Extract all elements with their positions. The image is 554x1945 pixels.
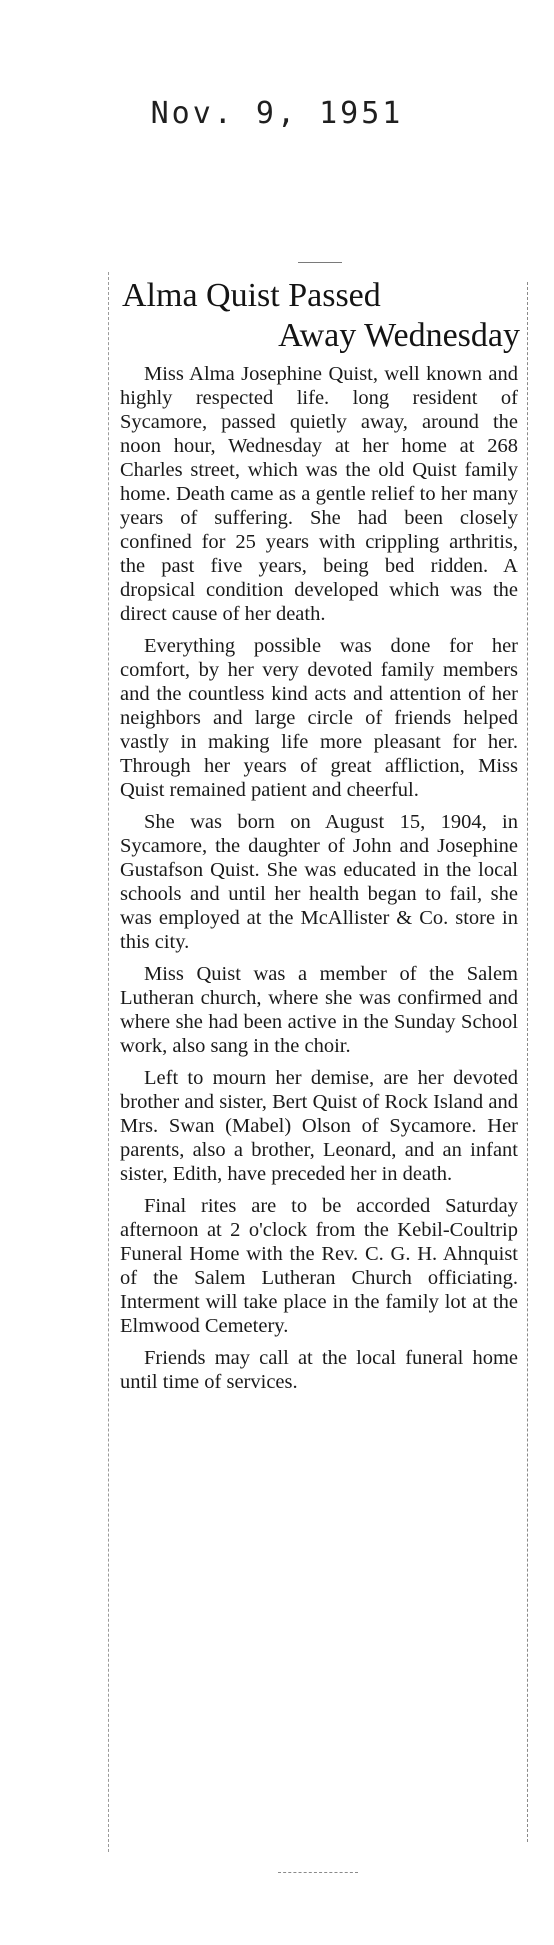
- paragraph-comfort: Everything possible was done for her comfort, by her very devoted family members and the countless kind acts and attention of her neighbors and large circle of friends helped vastly in making life more pleasant for her. Through her years of great affliction, Miss Quist remained patient and cheerful.: [120, 635, 518, 801]
- paragraph-death-notice: Miss Alma Josephine Quist, well known and highly respected life. long resident of Sycamore, passed quietly away, around the noon hour, Wednesday at her home at 268 Charles street, which was the old Quist family home. Death came as a gentle relief to her many years of suffering. She had been closely confined for 25 years with crippling arthritis, the past five years, being bed ridden. A dropsical condition developed which was the direct cause of her death.: [120, 363, 518, 625]
- paragraph-visitation: Friends may call at the local funeral home until time of services.: [120, 1347, 518, 1393]
- paragraph-birth: She was born on August 15, 1904, in Sycamore, the daughter of John and Josephine Gustafson Quist. She was educated in the local schools and until her health began to fail, she was employed at the McAllister & Co. store in this city.: [120, 811, 518, 953]
- top-rule: [298, 262, 342, 263]
- paragraph-survivors: Left to mourn her demise, are her devoted brother and sister, Bert Quist of Rock Island and Mrs. Swan (Mabel) Olson of Sycamore. Her parents, also a brother, Leonard, and an infant sister, Edith, have preceded her in death.: [120, 1067, 518, 1185]
- bottom-rule: [278, 1872, 358, 1874]
- clipping-left-edge: [108, 272, 109, 1852]
- headline-line-1: Alma Quist Passed: [122, 277, 381, 314]
- article-body: [120, 362, 518, 1402]
- newspaper-clipping: [108, 262, 528, 1882]
- headline-line-2: Away Wednesday: [278, 317, 520, 354]
- paragraph-church: Miss Quist was a member of the Salem Lutheran church, where she was confirmed and where she had been active in the Sunday School work, also sang in the choir.: [120, 963, 518, 1057]
- article-headline: [122, 276, 522, 356]
- clipping-date: Nov. 9, 1951: [150, 96, 404, 131]
- paragraph-final-rites: Final rites are to be accorded Saturday afternoon at 2 o'clock from the Kebil-Coultrip Funeral Home with the Rev. C. G. H. Ahnquist of the Salem Lutheran Church officiating. Interment will take place in the family lot at the Elmwood Cemetery.: [120, 1195, 518, 1337]
- clipping-right-edge: [527, 282, 528, 1842]
